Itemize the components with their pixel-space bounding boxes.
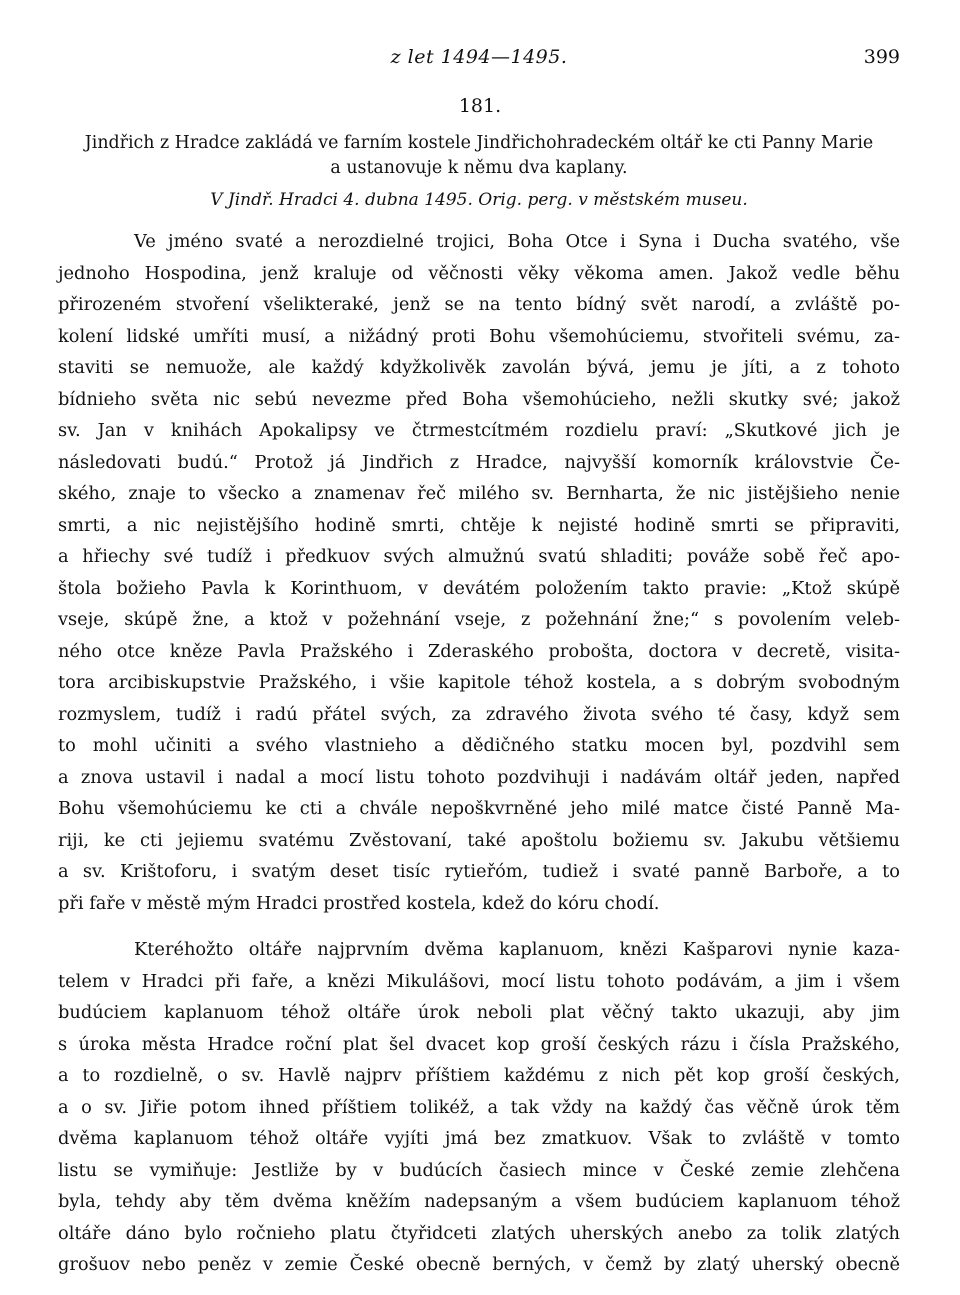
- text-line: při faře v městě mým Hradci prostřed kostela, kdež do kóru chodí.: [58, 892, 660, 914]
- text-line: s úroka města Hradce roční plat šel dvacet kop groší českých rázu i čísla Pražského,: [58, 1033, 900, 1055]
- text-line: a o sv. Jiřie potom ihned příštiem tolikéž, a tak vždy na každý čas věčně úrok těm: [58, 1096, 900, 1118]
- text-line: vseje, skúpě žne, a ktož v požehnání vseje, z požehnání žne;“ s povolením veleb-: [58, 609, 900, 630]
- text-line: bídnieho světa nic sebú nevezme před Boha všemohúcieho, nežli skutky své; jakož: [58, 388, 900, 410]
- paragraph: [58, 226, 900, 919]
- running-head: [58, 46, 900, 72]
- body-text: [58, 226, 900, 1281]
- heading-line: Jindřich z Hradce zakládá ve farním kostele Jindřichohradeckém oltář ke cti Panny Marie: [84, 133, 874, 153]
- text-line: následovati budú.“ Protož já Jindřich z Hradce, najvyšší komorník královstvie Če-: [58, 451, 900, 473]
- text-line: oltáře dáno bylo ročnieho platu čtyřidceti zlatých uherských anebo za tolik zlatých: [58, 1222, 900, 1244]
- text-line: byla, tehdy aby těm dvěma kněžím nadepsaným a všem budúciem kaplanuom téhož: [58, 1191, 900, 1212]
- running-title: z let 1494—1495.: [390, 46, 568, 68]
- document-heading: [58, 131, 900, 181]
- heading-line: a ustanovuje k němu dva kaplany.: [330, 158, 628, 178]
- text-line: Bohu všemohúciemu ke cti a chvále nepoškvrněné jeho milé matce čisté Panně Ma-: [58, 798, 900, 819]
- text-line: rozmyslem, tudíž i radú přátel svých, za zdravého života svého té časy, když sem: [58, 703, 900, 725]
- text-line: budúciem kaplanuom téhož oltáře úrok neboli plat věčný takto ukazuji, aby jim: [58, 1002, 900, 1023]
- paragraph-gap: [58, 919, 900, 934]
- text-line: a hřiechy své tudíž i předkuov svých almužnú svatú shladiti; povážе sobě řeč apo-: [58, 546, 900, 567]
- text-line: listu se vymiňuje: Jestliže by v budúcích časiech mince v České zemie zlehčena: [58, 1159, 900, 1181]
- text-line: telem v Hradci při faře, a knězi Mikulášovi, mocí listu tohoto podávám, a jim i všem: [58, 970, 900, 992]
- text-line: jednoho Hospodina, jenž kraluje od věčnosti věky věkoma amen. Jakož vedle běhu: [58, 262, 900, 284]
- text-line: a sv. Krištoforu, i svatým deset tisíc rytieřóm, tudiež i svaté panně Barboře, a to: [58, 861, 900, 882]
- document-number: 181.: [458, 95, 502, 117]
- text-line: staviti se nemuože, ale každý kdyžkolivěk zavolán bývá, jemu je jíti, a z tohoto: [58, 357, 900, 378]
- text-line: ného otce kněze Pavla Pražského i Zderaského probošta, doctora v decretě, visita-: [58, 640, 900, 662]
- text-line: grošuov nebo peněz v zemie České obecně berných, v čemž by zlatý uherský obecně: [58, 1254, 900, 1275]
- text-line: Ve jméno svaté a nerozdielné trojici, Boha Otce i Syna i Ducha svatého, vše: [134, 231, 900, 252]
- text-line: riji, ke cti jejiemu svatému Zvěstovaní, také apoštolu božiemu sv. Jakubu většiemu: [58, 829, 900, 851]
- document-source: V Jindř. Hradci 4. dubna 1495. Orig. perg. v městském museu.: [210, 190, 748, 210]
- text-line: přirozeném stvoření všelikteraké, jenž se na tento bídný svět narodí, a zvláště po-: [58, 294, 900, 315]
- text-line: štola božieho Pavla k Korinthuom, v devátém položením takto pravie: „Ktož skúpě: [58, 577, 900, 599]
- text-line: tora arcibiskupstvie Pražského, i všie kapitole téhož kostela, a s dobrým svobodným: [58, 672, 900, 693]
- text-line: a znova ustavil i nadal a mocí listu tohoto pozdvihuji i nadávám oltář jeden, napřed: [58, 766, 900, 788]
- paragraph: [58, 934, 900, 1281]
- text-line: to mohl učiniti a svého vlastnieho a dědičného statku mocen byl, pozdvihl sem: [58, 735, 900, 756]
- text-line: a to rozdielně, o sv. Havlě najprv příštiem každému z nich pět kop groší českých,: [58, 1065, 900, 1086]
- text-line: smrti, a nic nejistějšího hodině smrti, chtěje k nejisté hodině smrti se připraviti,: [58, 514, 900, 536]
- page-number: 399: [863, 46, 900, 68]
- text-line: dvěma kaplanuom téhož oltáře vyjíti jmá bez zmatkuov. Však to zvláště v tomto: [58, 1128, 900, 1149]
- text-line: kolení lidské umříti musí, a nižádný proti Bohu všemohúciemu, stvořiteli svému, za-: [58, 325, 900, 347]
- text-line: ského, znaje to všecko a znamenav řeč milého sv. Bernharta, že nic jistějšieho nenie: [58, 483, 900, 504]
- text-line: sv. Jan v knihách Apokalipsy ve čtrmestcítmém rozdielu praví: „Skutkové jich je: [58, 420, 900, 441]
- text-line: Kteréhožto oltáře najprvním dvěma kaplanuom, knězi Kašparovi nynie kaza-: [134, 939, 900, 960]
